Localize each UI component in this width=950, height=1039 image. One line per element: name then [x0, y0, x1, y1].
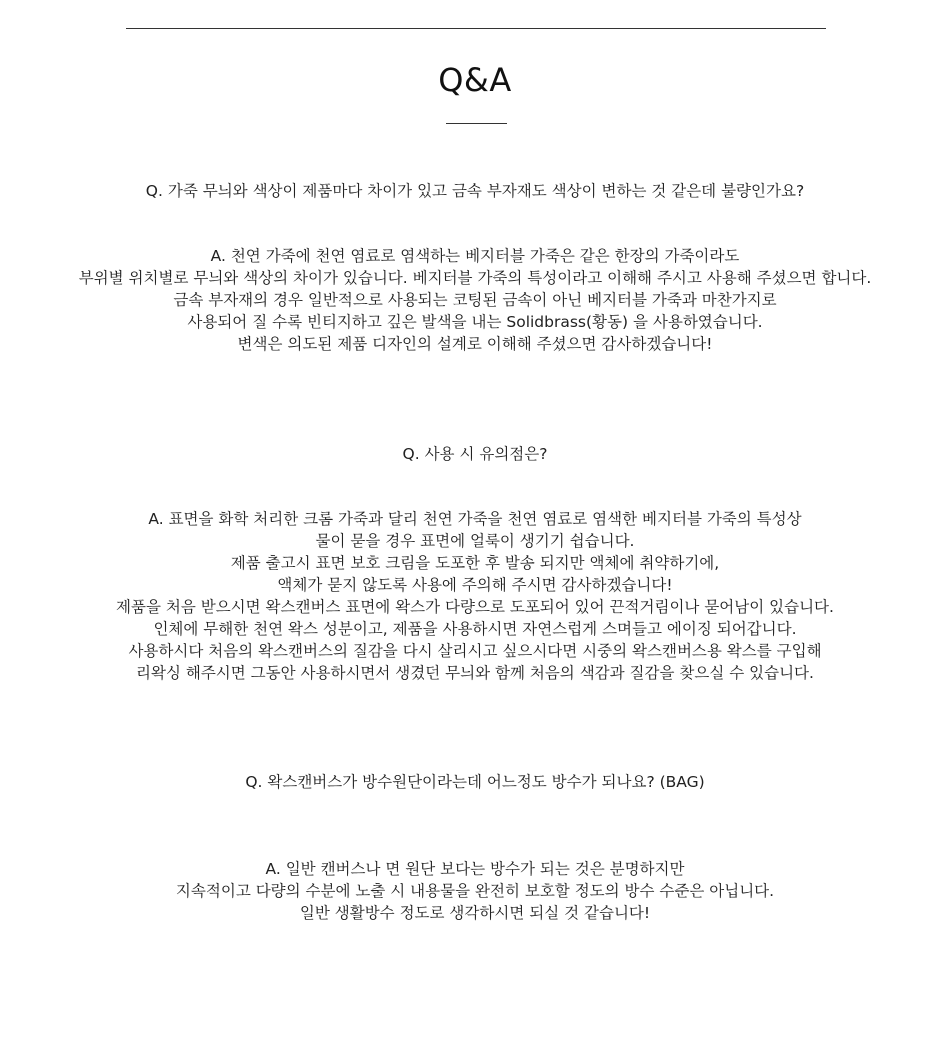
answer-line: 사용되어 질 수록 빈티지하고 깊은 발색을 내는 Solidbrass(황동) 을 사용하였습니다.: [187, 313, 763, 331]
answer-line: 리왁싱 해주시면 그동안 사용하시면서 생겼던 무늬와 함께 처음의 색감과 질감을 찾으실 수 있습니다.: [136, 664, 814, 682]
faq-answer-3: [0, 858, 950, 924]
answer-line: 변색은 의도된 제품 디자인의 설계로 이해해 주셨으면 감사하겠습니다!: [237, 335, 713, 353]
answer-line: A. 표면을 화학 처리한 크롬 가죽과 달리 천연 가죽을 천연 염료로 염색한 베지터블 가죽의 특성상: [148, 510, 802, 528]
answer-line: 물이 묻을 경우 표면에 얼룩이 생기기 쉽습니다.: [315, 532, 635, 550]
answer-line: 일반 생활방수 정도로 생각하시면 되실 것 같습니다!: [299, 904, 651, 922]
answer-line: A. 일반 캔버스나 면 원단 보다는 방수가 되는 것은 분명하지만: [265, 860, 685, 878]
answer-line: 지속적이고 다량의 수분에 노출 시 내용물을 완전히 보호할 정도의 방수 수준은 아닙니다.: [175, 882, 775, 900]
answer-line: 부위별 위치별로 무늬와 색상의 차이가 있습니다. 베지터블 가죽의 특성이라고 이해해 주시고 사용해 주셨으면 합니다.: [78, 269, 872, 287]
faq-question-2: Q. 사용 시 유의점은?: [402, 445, 548, 463]
answer-line: 인체에 무해한 천연 왁스 성분이고, 제품을 사용하시면 자연스럽게 스며들고 에이징 되어갑니다.: [153, 620, 797, 638]
answer-line: A. 천연 가죽에 천연 염료로 염색하는 베지터블 가죽은 같은 한장의 가죽이라도: [210, 247, 740, 265]
faq-answer-2: [0, 508, 950, 684]
top-divider: [126, 28, 826, 29]
title-underline: [446, 123, 507, 124]
faq-question-3: Q. 왁스캔버스가 방수원단이라는데 어느정도 방수가 되나요? (BAG): [245, 773, 705, 791]
page-title: Q&A: [438, 61, 512, 99]
faq-answer-1: [0, 245, 950, 355]
faq-question-1: Q. 가죽 무늬와 색상이 제품마다 차이가 있고 금속 부자재도 색상이 변하는 것 같은데 불량인가요?: [145, 182, 805, 200]
answer-line: 사용하시다 처음의 왁스캔버스의 질감을 다시 살리시고 싶으시다면 시중의 왁스캔버스용 왁스를 구입해: [128, 642, 822, 660]
answer-line: 제품 출고시 표면 보호 크림을 도포한 후 발송 되지만 액체에 취약하기에,: [230, 554, 720, 572]
answer-line: 액체가 묻지 않도록 사용에 주의해 주시면 감사하겠습니다!: [277, 576, 673, 594]
answer-line: 금속 부자재의 경우 일반적으로 사용되는 코팅된 금속이 아닌 베지터블 가죽과 마찬가지로: [173, 291, 777, 309]
answer-line: 제품을 처음 받으시면 왁스캔버스 표면에 왁스가 다량으로 도포되어 있어 끈적거림이나 묻어남이 있습니다.: [116, 598, 834, 616]
